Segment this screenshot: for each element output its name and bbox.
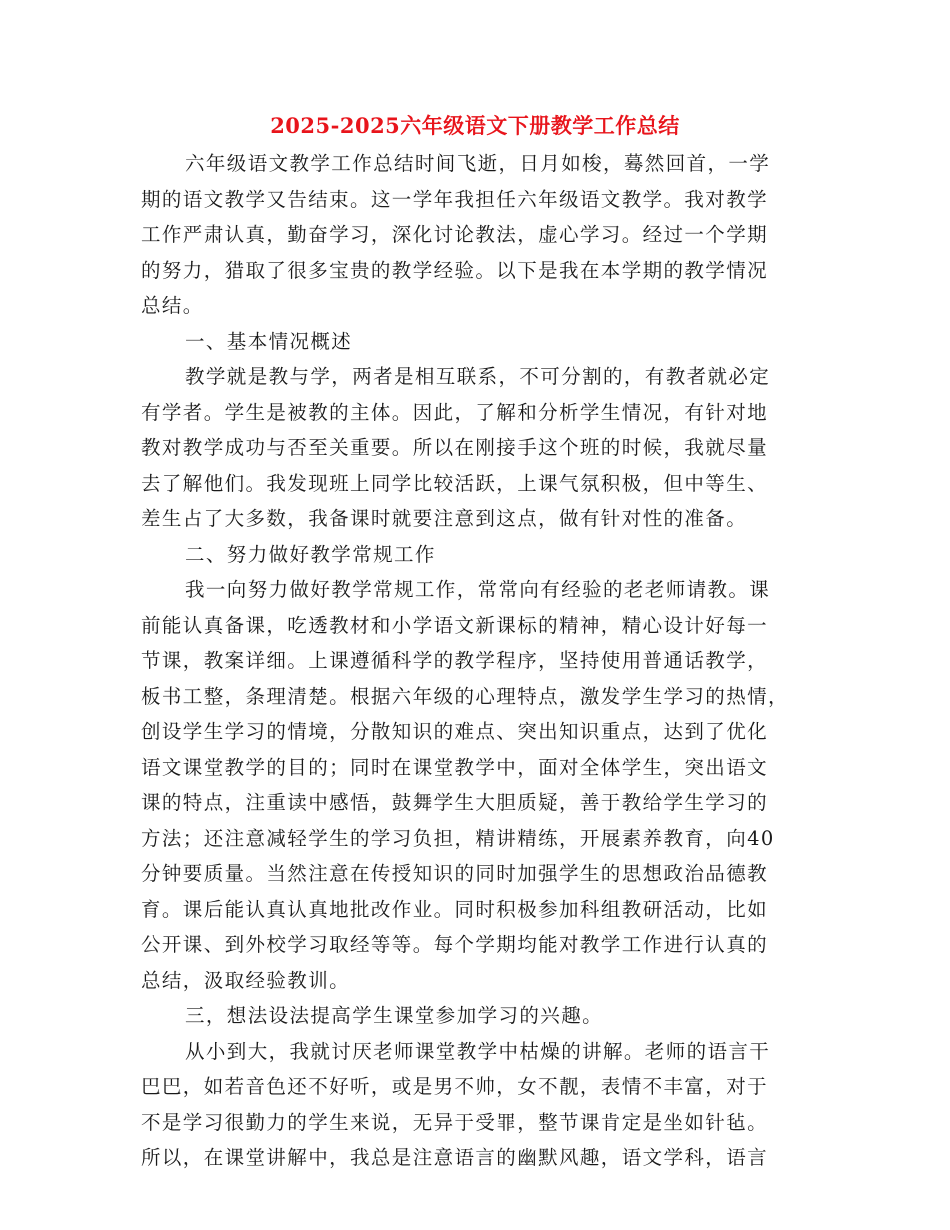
body-line: 的努力，猎取了很多宝贵的教学经验。以下是我在本学期的教学情况 (141, 258, 769, 282)
body-line: 一、基本情况概述 (185, 329, 353, 353)
body-line: 从小到大，我就讨厌老师课堂教学中枯燥的讲解。老师的语言干 (185, 1039, 771, 1063)
body-line: 分钟要质量。当然注意在传授知识的同时加强学生的思想政治品德教 (141, 862, 769, 885)
body-line: 课的特点，注重读中感悟，鼓舞学生大胆质疑，善于教给学生学习的 (141, 791, 769, 814)
body-line: 总结，汲取经验教训。 (141, 968, 351, 992)
body-line: 节课，教案详细。上课遵循科学的教学程序，坚持使用普通话教学， (141, 649, 769, 672)
body-line: 公开课、到外校学习取经等等。每个学期均能对教学工作进行认真的 (141, 933, 769, 956)
body-line: 教对教学成功与否至关重要。所以在刚接手这个班的时候，我就尽量 (141, 436, 769, 459)
body-line: 不是学习很勤力的学生来说，无异于受罪，整节课肯定是坐如针毡。 (141, 1110, 769, 1134)
body-line: 语文课堂教学的目的；同时在课堂教学中，面对全体学生，突出语文 (141, 755, 769, 779)
body-line: 创设学生学习的情境，分散知识的难点、突出知识重点，达到了优化 (141, 720, 769, 743)
body-line: 前能认真备课，吃透教材和小学语文新课标的精神，精心设计好每一 (141, 613, 769, 637)
body-line: 总结。 (141, 294, 204, 317)
body-line: 方法；还注意减轻学生的学习负担，精讲精练，开展素养教育，向40 (141, 826, 775, 850)
document-title: 2025-2025六年级语文下册教学工作总结 (270, 113, 680, 138)
body-line: 六年级语文教学工作总结时间飞逝，日月如梭，蓦然回首，一学 (185, 152, 771, 175)
body-line: 育。课后能认真认真地批改作业。同时积极参加科组教研活动，比如 (141, 897, 769, 921)
body-line: 所以，在课堂讲解中，我总是注意语言的幽默风趣，语文学科，语言 (141, 1146, 769, 1169)
body-line: 有学者。学生是被教的主体。因此，了解和分析学生情况，有针对地 (141, 400, 769, 424)
body-line: 期的语文教学又告结束。这一学年我担任六年级语文教学。我对教学 (141, 187, 769, 211)
body-line: 巴巴，如若音色还不好听，或是男不帅，女不靓，表情不丰富，对于 (141, 1075, 769, 1098)
document-body (141, 146, 801, 1176)
body-line: 去了解他们。我发现班上同学比较活跃，上课气氛积极，但中等生、 (141, 471, 769, 495)
body-line: 板书工整，条理清楚。根据六年级的心理特点，激发学生学习的热情， (141, 684, 789, 708)
body-line: 差生占了大多数，我备课时就要注意到这点，做有针对性的准备。 (141, 507, 748, 530)
body-line: 二、努力做好教学常规工作 (185, 542, 436, 566)
body-line: 我一向努力做好教学常规工作，常常向有经验的老老师请教。课 (185, 578, 771, 601)
body-line: 工作严肃认真，勤奋学习，深化讨论教法，虚心学习。经过一个学期 (141, 223, 769, 246)
body-line: 教学就是教与学，两者是相互联系，不可分割的，有教者就必定 (185, 365, 771, 388)
body-line: 三，想法设法提高学生课堂参加学习的兴趣。 (185, 1004, 604, 1027)
